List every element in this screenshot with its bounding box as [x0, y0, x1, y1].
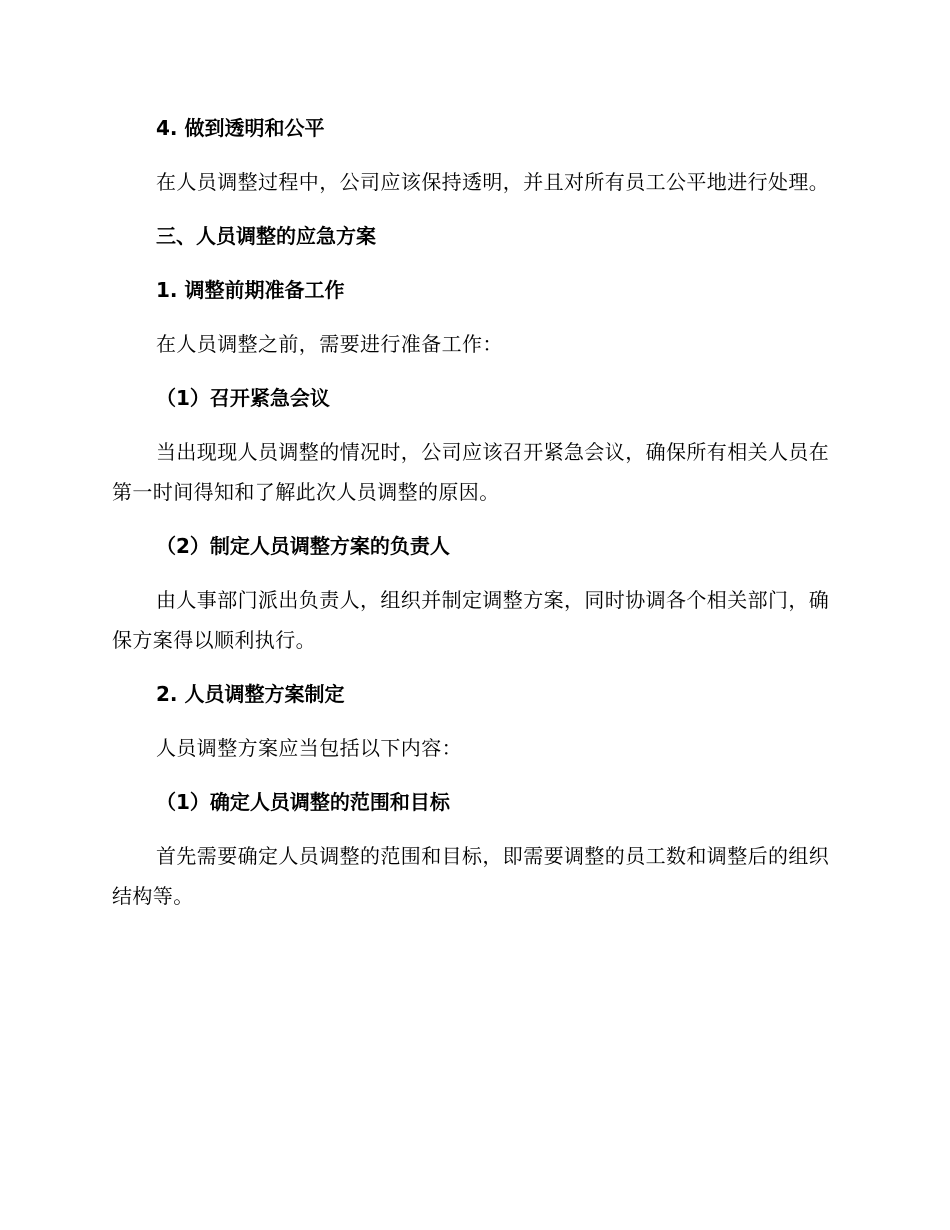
heading-emergency-meeting: （1）召开紧急会议	[156, 386, 330, 410]
paragraph-plan-owner: 由人事部门派出负责人，组织并制定调整方案，同时协调各个相关部门，确保方案得以顺利执行。	[112, 588, 830, 652]
paragraph-emergency-meeting: 当出现现人员调整的情况时，公司应该召开紧急会议，确保所有相关人员在第一时间得知和了解此次人员调整的原因。	[112, 440, 830, 504]
heading-plan-formulation: 2. 人员调整方案制定	[156, 682, 345, 706]
paragraph-transparency: 在人员调整过程中，公司应该保持透明，并且对所有员工公平地进行处理。	[156, 170, 830, 194]
paragraph-preparation: 在人员调整之前，需要进行准备工作：	[156, 332, 503, 356]
paragraph-plan-contents: 人员调整方案应当包括以下内容：	[156, 736, 462, 760]
heading-plan-owner: （2）制定人员调整方案的负责人	[156, 534, 450, 558]
section-heading-emergency-plan: 三、人员调整的应急方案	[156, 224, 376, 248]
paragraph-scope-goals: 首先需要确定人员调整的范围和目标，即需要调整的员工数和调整后的组织结构等。	[112, 844, 830, 908]
heading-preparation: 1. 调整前期准备工作	[156, 278, 345, 302]
heading-transparency-fairness: 4. 做到透明和公平	[156, 116, 325, 140]
document-body	[112, 108, 830, 916]
heading-scope-goals: （1）确定人员调整的范围和目标	[156, 790, 450, 814]
